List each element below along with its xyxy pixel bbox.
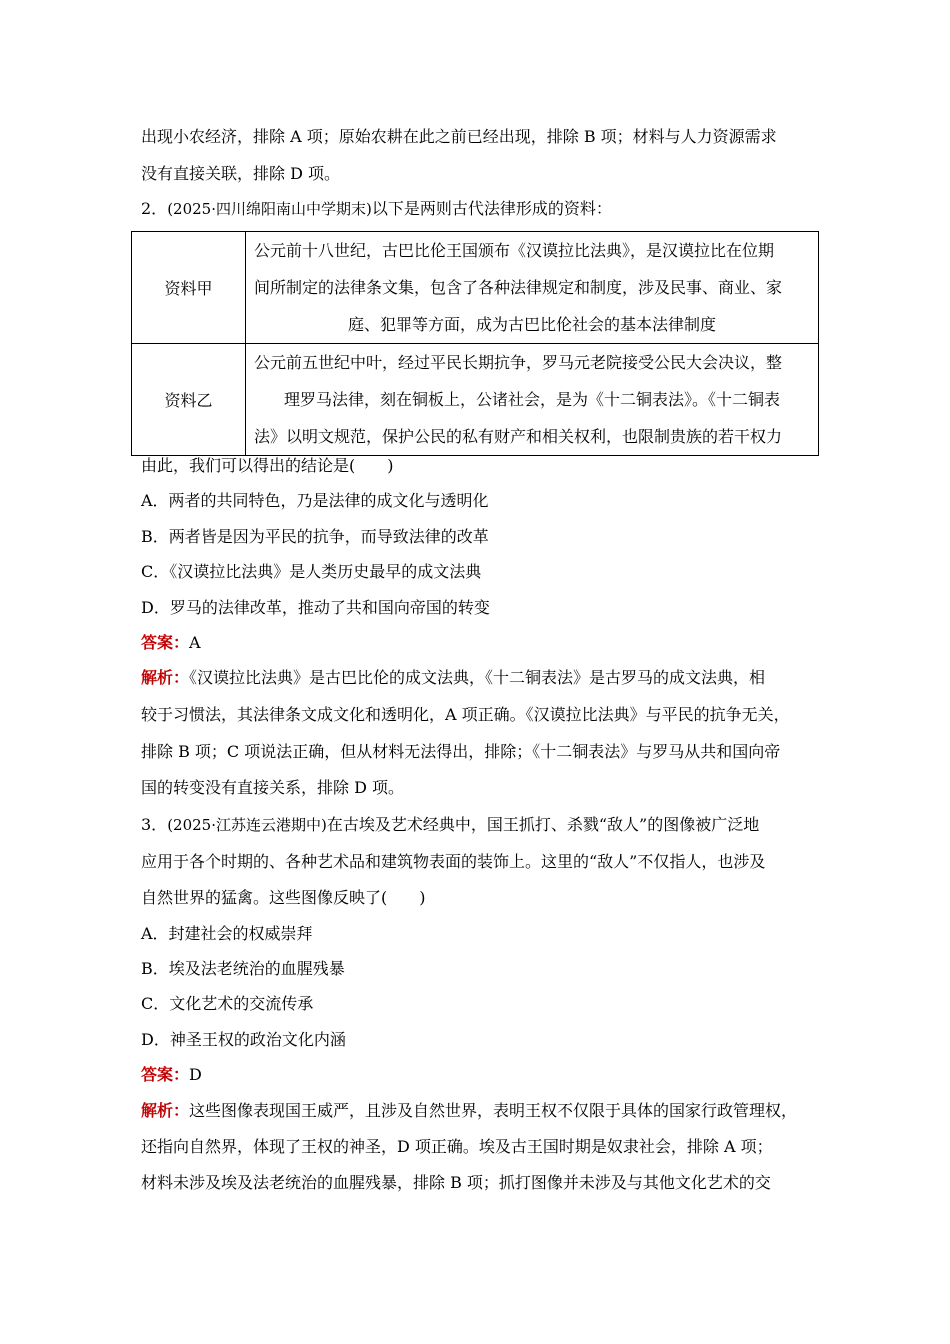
q3-option-d: D．神圣王权的政治文化内涵: [141, 1030, 346, 1049]
q2-question: 由此，我们可以得出的结论是( ): [141, 456, 394, 475]
analysis-label: 解析：: [141, 668, 190, 687]
material-line: 理罗马法律，刻在铜板上，公诸社会，是为《十二铜表法》。《十二铜表: [283, 390, 780, 409]
material-content: [246, 344, 819, 456]
table-row: [132, 344, 819, 456]
q3-option-b: B．埃及法老统治的血腥残暴: [141, 959, 345, 978]
q3-stem-text: 在古埃及艺术经典中，国王抓打、杀戮“敌人”的图像被广泛地: [326, 815, 760, 834]
answer-label: 答案：: [141, 633, 190, 652]
material-content: [246, 232, 819, 344]
table-row: [132, 232, 819, 344]
q2-stem-text: 以下是两则古代法律形成的资料：: [371, 199, 612, 218]
q2-analysis-line-2: 较于习惯法，其法律条文成文化和透明化，A 项正确。《汉谟拉比法典》与平民的抗争无关，: [141, 705, 790, 724]
material-line: 法》以明文规范，保护公民的私有财产和相关权利，也限制贵族的若干权力: [254, 427, 783, 446]
q3-number: 3．: [141, 815, 168, 834]
analysis-text: 《汉谟拉比法典》是古巴比伦的成文法典，《十二铜表法》是古罗马的成文法典，相: [189, 668, 766, 687]
q3-source: (2025·江苏连云港期中): [167, 816, 327, 834]
analysis-label: 解析：: [141, 1101, 190, 1120]
q2-number: 2．: [141, 199, 168, 218]
material-line: 公元前五世纪中叶，经过平民长期抗争，罗马元老院接受公民大会决议，整: [254, 353, 783, 372]
q3-analysis-line-2: 还指向自然界，体现了王权的神圣，D 项正确。埃及古王国时期是奴隶社会，排除 A 项；: [141, 1137, 773, 1156]
answer-label: 答案：: [141, 1065, 190, 1084]
q2-analysis-line-3: 排除 B 项；C 项说法正确，但从材料无法得出，排除；《十二铜表法》与罗马从共和国向帝: [141, 742, 781, 761]
material-line: 公元前十八世纪，古巴比伦王国颁布《汉谟拉比法典》，是汉谟拉比在位期: [254, 241, 775, 260]
q2-option-d: D．罗马的法律改革，推动了共和国向帝国的转变: [141, 598, 490, 617]
continued-analysis-line-2: 没有直接关联，排除 D 项。: [141, 164, 341, 183]
q2-option-c: C．《汉谟拉比法典》是人类历史最早的成文法典: [141, 562, 482, 581]
q3-option-c: C．文化艺术的交流传承: [141, 994, 314, 1013]
q2-analysis-line-4: 国的转变没有直接关系，排除 D 项。: [141, 778, 405, 797]
answer-value: A: [189, 633, 201, 652]
q3-stem-line-2: 应用于各个时期的、各种艺术品和建筑物表面的装饰上。这里的“敌人”不仅指人，也涉及: [141, 852, 766, 871]
q2-answer: [141, 632, 201, 654]
q2-option-b: B．两者皆是因为平民的抗争，而导致法律的改革: [141, 527, 489, 546]
q3-stem-line-3: 自然世界的猛禽。这些图像反映了( ): [141, 888, 426, 907]
continued-analysis-line-1: 出现小农经济，排除 A 项；原始农耕在此之前已经出现，排除 B 项；材料与人力资源需求: [141, 127, 777, 146]
q3-analysis-line-1: [141, 1100, 797, 1122]
q2-option-a: A．两者的共同特色，乃是法律的成文化与透明化: [141, 491, 489, 510]
materials-table: [131, 231, 819, 456]
q3-analysis-line-3: 材料未涉及埃及法老统治的血腥残暴，排除 B 项；抓打图像并未涉及与其他文化艺术的交: [141, 1173, 771, 1192]
analysis-text: 这些图像表现国王威严，且涉及自然世界，表明王权不仅限于具体的国家行政管理权，: [189, 1101, 798, 1120]
q3-stem-line-1: [141, 814, 759, 836]
material-line: 间所制定的法律条文集，包含了各种法律规定和制度，涉及民事、商业、家: [254, 278, 783, 297]
q2-stem: [141, 198, 612, 220]
material-label: 资料乙: [132, 344, 246, 456]
material-label: 资料甲: [132, 232, 246, 344]
q2-source: (2025·四川绵阳南山中学期末): [167, 200, 372, 218]
q2-analysis-line-1: [141, 667, 765, 689]
material-line: 庭、犯罪等方面，成为古巴比伦社会的基本法律制度: [347, 315, 716, 334]
q3-answer: [141, 1064, 202, 1086]
q3-option-a: A．封建社会的权威崇拜: [141, 924, 313, 943]
answer-value: D: [189, 1065, 202, 1084]
